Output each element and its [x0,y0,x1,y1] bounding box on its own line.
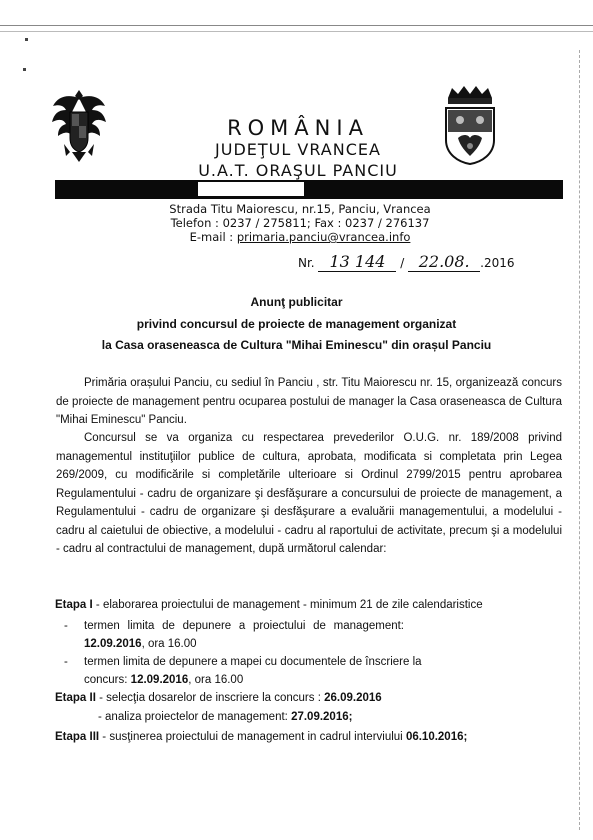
scan-edge [579,50,581,830]
email-label: E-mail : [189,230,237,244]
stage-1-item-2-prefix: concurs: [84,674,131,686]
stage-2-text: - selecţia dosarelor de inscriere la concurs : [95,692,325,704]
stage-1-item-2: termen limita de depunere a mapei cu documentele de înscriere la [84,656,422,668]
stage-3-label: Etapa III [55,731,100,743]
address-line: Strada Titu Maiorescu, nr.15, Panciu, Vrancea [169,202,431,216]
announcement-title: Anunţ publicitar [250,295,343,309]
registration-prefix: Nr. [298,256,315,270]
romania-coat-of-arms-icon [50,86,108,164]
panciu-coat-of-arms-icon [442,86,498,166]
stage-2 [55,692,382,704]
country-name: ROMÂNIA [227,116,369,140]
registration-date: 22.08. [408,252,480,272]
phone-line: Telefon : 0237 / 275811; Fax : 0237 / 276137 [170,216,430,230]
stage-1-item-1: termen limita de depunere a proiectului de management: [84,620,404,632]
stage-1-item-1-deadline [84,638,197,650]
registration-year: .2016 [480,256,515,270]
stage-2-label: Etapa II [55,692,96,704]
scan-speck [23,68,26,71]
uat-name: U.A.T. ORAŞUL PANCIU [198,161,398,180]
stage-2-sub [98,711,352,723]
stage-2-sub-text: - analiza proiectelor de management: [98,711,292,723]
announcement-subtitle-1: privind concursul de proiecte de management organizat [136,317,457,331]
stage-1-item-1-date: 12.09.2016 [84,638,142,650]
top-rule [0,25,593,26]
registration-separator: / [400,256,405,270]
stage-1-text: - elaborarea proiectului de management - minimum 21 de zile calendaristice [92,599,483,611]
registration-line [298,252,515,272]
registration-number: 13 144 [318,252,396,272]
paragraph-legal-text: Concursul se va organiza cu respectarea prevederilor O.U.G. nr. 189/2008 privind managementul instituţiilor publice de cultura, aprobata, modificata si completata prin Legea 269/2009, cu modificările si completările ulterioare si Ordinul 2799/2015 pentru aprobarea Regulamentului - cadru de organizare şi desfăşurare a concursului de proiecte de management, a Regulamentului - cadru de organizare şi desfăşurare a evaluării managementului, a modelului - cadru al caietului de obiective, a modelului - cadru al raportului de activitate, precum şi a modelului - cadru al contractului de management, după următorul calendar: [56,432,562,555]
stage-3-text: - susţinerea proiectului de management in cadrul interviului [99,731,406,743]
bullet-dash: - [64,620,68,632]
bullet-dash: - [64,656,68,668]
paragraph-legal [56,429,562,559]
redaction-bar [55,180,563,199]
paragraph-intro-text: Primăria orașului Panciu, cu sediul în Panciu , str. Titu Maiorescu nr. 15, organizează concurs de proiecte de management pentru ocuparea postului de manager la Casa oraseneasca de Cultura "Mihai Eminescu" Panciu. [56,377,562,426]
stage-3 [55,731,467,743]
redaction-gap [198,182,304,196]
stage-1-item-2-date: 12.09.2016 [130,674,189,686]
paragraph-intro [56,374,562,430]
email-link[interactable]: primaria.panciu@vrancea.info [236,230,411,244]
stage-3-date: 06.10.2016; [405,731,468,743]
scan-speck [25,38,28,41]
stage-1-item-2-time: , ora 16.00 [188,674,244,686]
stage-1-label: Etapa I [55,599,93,611]
announcement-subtitle-2: la Casa oraseneasca de Cultura "Mihai Eminescu" din orașul Panciu [101,338,492,352]
stage-2-date: 26.09.2016 [324,692,382,704]
top-rule-2 [0,31,593,32]
email-line [150,230,450,244]
county-name: JUDEŢUL VRANCEA [215,140,381,159]
stage-1-item-2-deadline [84,674,243,686]
stage-1-item-1-time: , ora 16.00 [141,638,197,650]
stage-2-sub-date: 27.09.2016; [291,711,353,723]
stage-1 [55,599,483,611]
